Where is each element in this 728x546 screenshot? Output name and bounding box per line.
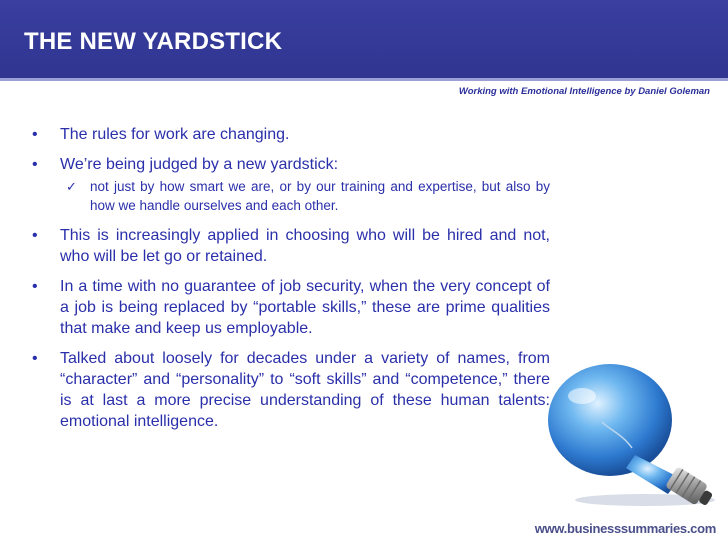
list-item	[30, 276, 550, 339]
checkmark-icon: ✓	[66, 179, 77, 194]
list-item-text: The rules for work are changing.	[60, 126, 290, 143]
list-item-text: This is increasingly applied in choosing who will be hired and not, who will be let go or retained.	[60, 227, 550, 265]
bullet-dot-icon: •	[32, 350, 38, 367]
bullet-list	[30, 124, 550, 441]
list-item-text: Talked about loosely for decades under a variety of names, from “character” and “personality” to “soft skills” and “competence,” there is at last a more precise understanding of these human talents: emotional intelligence.	[60, 350, 550, 430]
light-bulb-icon	[540, 360, 728, 510]
list-item	[30, 225, 550, 267]
sub-list-item-text: not just by how smart we are, or by our training and expertise, but also by how we handle ourselves and each other.	[90, 179, 550, 213]
list-item-text: We’re being judged by a new yardstick:	[60, 156, 339, 173]
list-item	[30, 154, 550, 175]
bullet-dot-icon: •	[32, 156, 38, 173]
list-item-text: In a time with no guarantee of job security, when the very concept of a job is being replaced by “portable skills,” these are prime qualities that make and keep us employable.	[60, 278, 550, 337]
page-title: THE NEW YARDSTICK	[24, 28, 283, 55]
header-bar	[0, 0, 728, 78]
sub-list-item	[60, 177, 550, 215]
bullet-dot-icon: •	[32, 227, 38, 244]
list-item	[30, 348, 550, 432]
footer-url: www.businesssummaries.com	[534, 521, 716, 536]
bullet-dot-icon: •	[32, 126, 38, 143]
list-item	[30, 124, 550, 145]
bulb-glass	[548, 364, 672, 476]
source-citation: Working with Emotional Intelligence by Daniel Goleman	[458, 86, 710, 97]
bulb-highlight	[568, 388, 596, 404]
bullet-dot-icon: •	[32, 278, 38, 295]
header-divider	[0, 78, 728, 81]
